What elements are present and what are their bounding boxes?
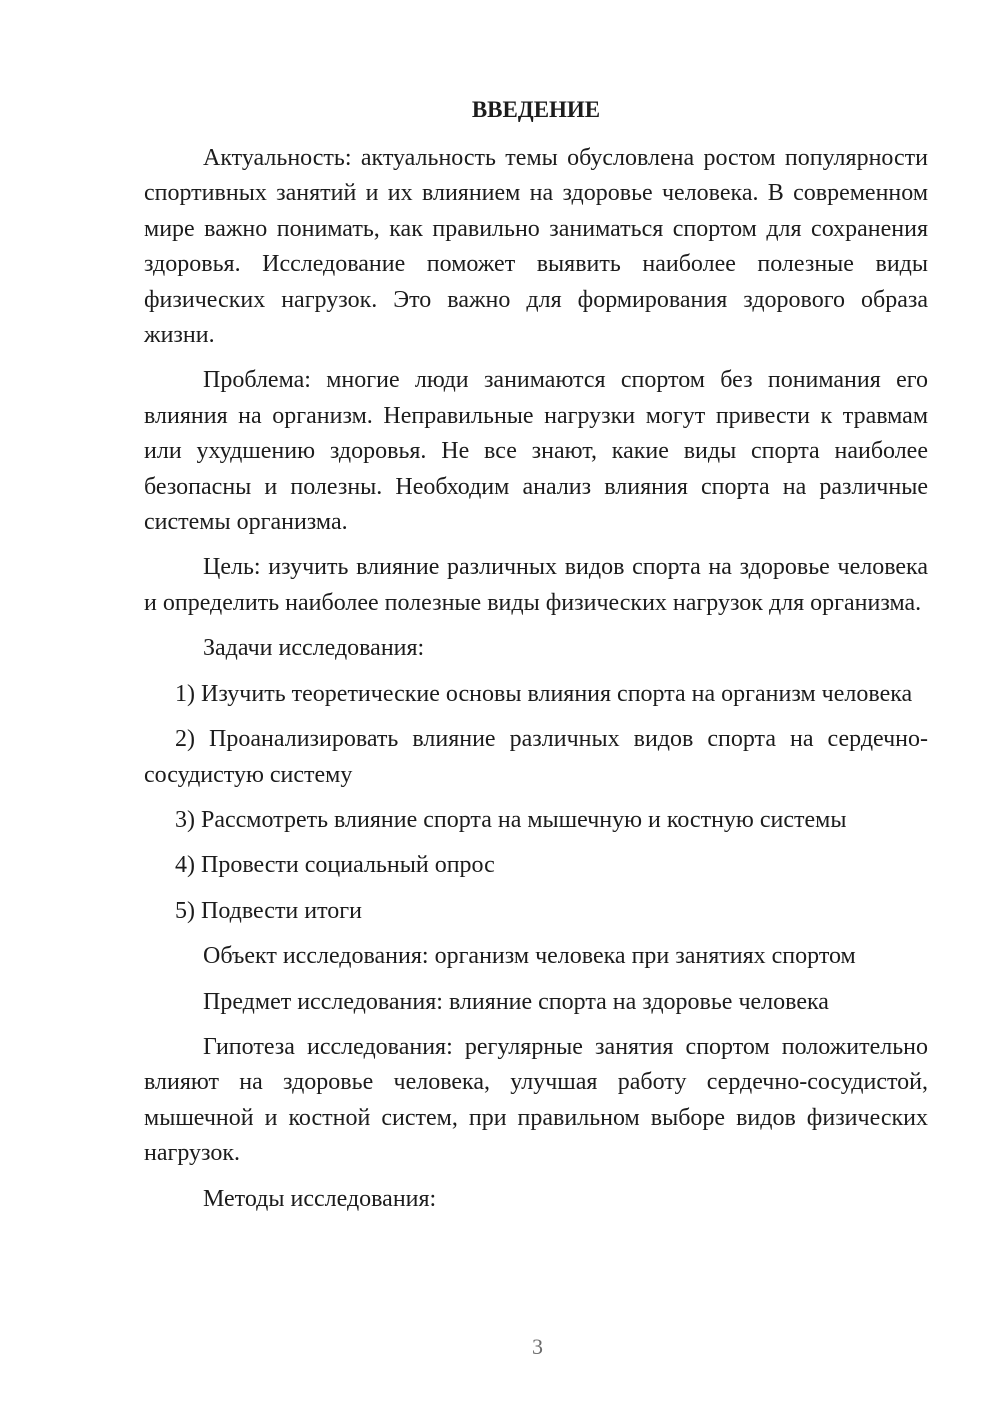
paragraph-goal: Цель: изучить влияние различных видов спорта на здоровье человека и определить наиболее полезные виды физических нагрузок для организма. bbox=[144, 554, 928, 616]
task-item-3: 3) Рассмотреть влияние спорта на мышечную и костную системы bbox=[175, 806, 847, 833]
tasks-heading: Задачи исследования: bbox=[203, 635, 425, 662]
paragraph-subject: Предмет исследования: влияние спорта на здоровье человека bbox=[203, 988, 829, 1015]
task-item-5: 5) Подвести итоги bbox=[175, 897, 362, 924]
methods-heading: Методы исследования: bbox=[203, 1185, 437, 1212]
paragraph-relevance: Актуальность: актуальность темы обусловлена ростом популярности спортивных занятий и их влиянием на здоровье человека. В современном мире важно понимать, как правильно заниматься спортом для сохранения здоровья. Исследование поможет выявить наиболее полезные виды физических нагрузок. Это важно для формирования здорового образа жизни. bbox=[144, 145, 928, 349]
paragraph-hypothesis: Гипотеза исследования: регулярные занятия спортом положительно влияют на здоровье человека, улучшая работу сердечно-сосудистой, мышечной и костной систем, при правильном выборе видов физических нагрузок. bbox=[144, 1033, 928, 1167]
paragraph-problem: Проблема: многие люди занимаются спортом без понимания его влияния на организм. Неправильные нагрузки могут привести к травмам или ухудшению здоровья. Не все знают, какие виды спорта наиболее безопасны и полезны. Необходим анализ влияния спорта на различные системы организма. bbox=[144, 367, 928, 536]
task-item-1: 1) Изучить теоретические основы влияния спорта на организм человека bbox=[175, 680, 913, 707]
task-item-4: 4) Провести социальный опрос bbox=[175, 852, 495, 879]
task-item-2: 2) Проанализировать влияние различных видов спорта на сердечно-сосудистую систему bbox=[144, 726, 928, 788]
page-content bbox=[144, 93, 928, 1227]
paragraph-object: Объект исследования: организм человека при занятиях спортом bbox=[203, 943, 856, 970]
page-number: 3 bbox=[532, 1334, 543, 1359]
section-heading: ВВЕДЕНИЕ bbox=[471, 97, 601, 122]
